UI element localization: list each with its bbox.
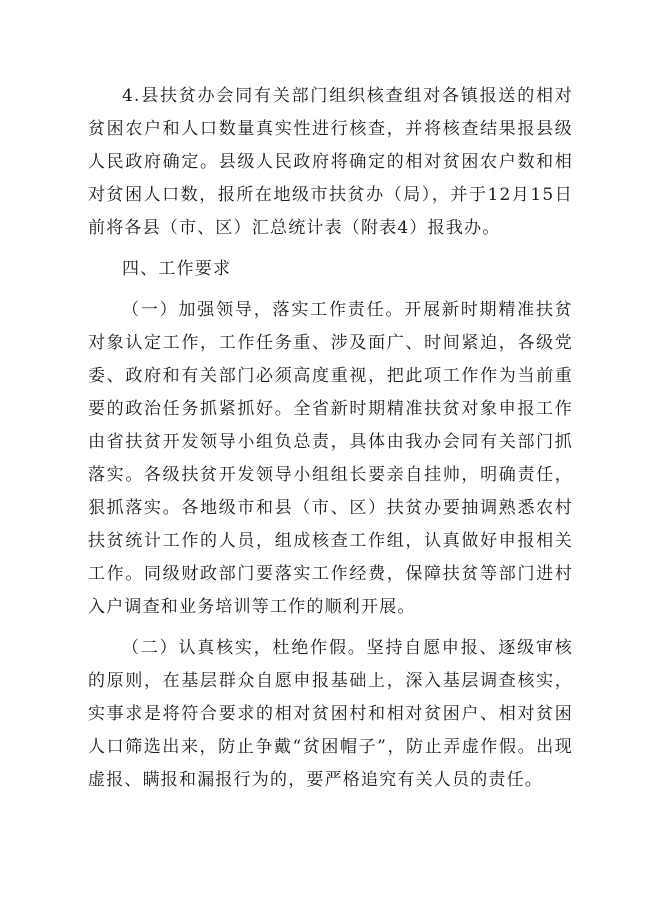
paragraph-item-4: 4.县扶贫办会同有关部门组织核查组对各镇报送的相对贫困农户和人口数量真实性进行核查，并将核查结果报县级人民政府确定。县级人民政府将确定的相对贫困农户数和相对贫困人口数，报所在地级市扶贫办（局），并于12月15日前将各县（市、区）汇总统计表（附表4）报我办。 [88, 86, 573, 238]
paragraph-verify-carefully: （二）认真核实，杜绝作假。坚持自愿申报、逐级审核的原则，在基层群众自愿申报基础上，深入基层调查核实，实事求是将符合要求的相对贫困村和相对贫困户、相对贫困人口筛选出来，防止争戴“贫困帽子”，防止弄虚作假。出现虚报、瞒报和漏报行为的，要严格追究有关人员的责任。 [88, 638, 573, 790]
document-body [88, 80, 573, 805]
paragraph-strengthen-leadership: （一）加强领导，落实工作责任。开展新时期精准扶贫对象认定工作，工作任务重、涉及面广、时间紧迫，各级党委、政府和有关部门必须高度重视，把此项工作作为当前重要的政治任务抓紧抓好。全省新时期精准扶贫对象申报工作由省扶贫开发领导小组负总责，具体由我办会同有关部门抓落实。各级扶贫开发领导小组组长要亲自挂帅，明确责任，狠抓落实。各地级市和县（市、区）扶贫办要抽调熟悉农村扶贫统计工作的人员，组成核查工作组，认真做好申报相关工作。同级财政部门要落实工作经费，保障扶贫等部门进村入户调查和业务培训等工作的顺利开展。 [88, 300, 573, 617]
section-heading-work-requirements: 四、工作要求 [122, 259, 232, 279]
